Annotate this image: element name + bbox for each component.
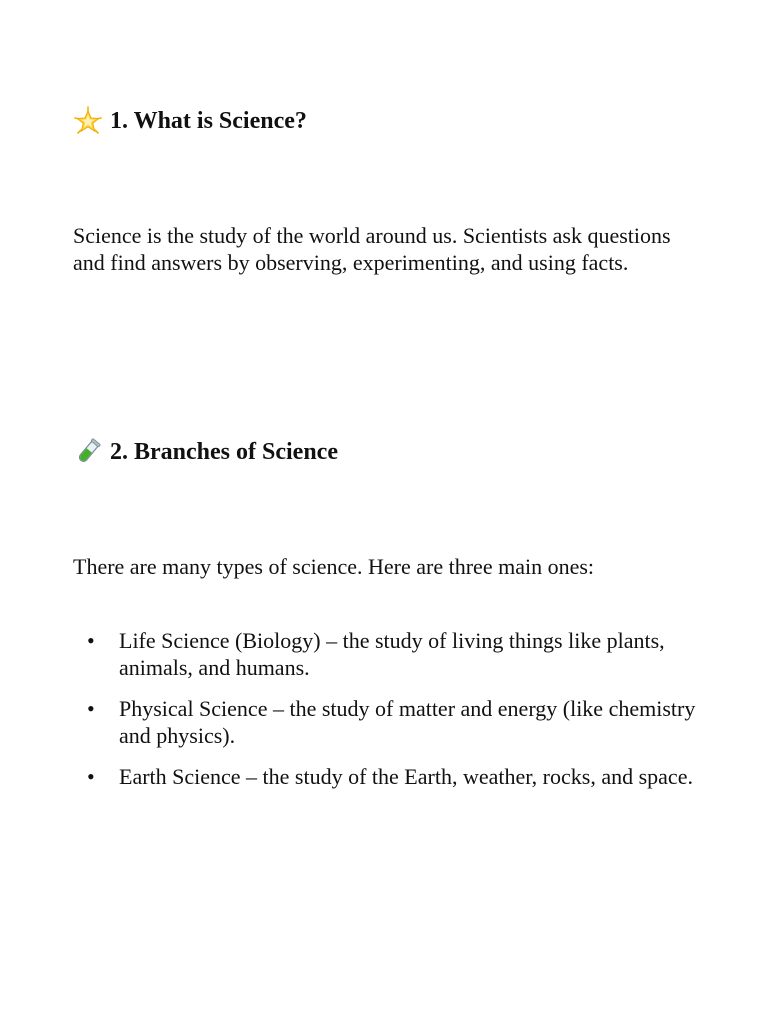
section-2-paragraph: There are many types of science. Here are three main ones: [73,554,595,579]
bullet-marker: • [87,628,95,653]
list-item [73,627,713,681]
section-2-title: 2. Branches of Science [110,439,338,465]
bullet-marker: • [87,696,95,721]
section-1-title: 1. What is Science? [110,108,307,134]
list-item-text: Earth Science – the study of the Earth, weather, rocks, and space. [119,764,693,789]
branches-list [73,627,713,804]
test-tube-icon [73,437,103,467]
list-item-text: Life Science (Biology) – the study of living things like plants, animals, and humans. [119,628,665,680]
glowing-star-icon [73,106,103,136]
section-1-heading [73,106,307,136]
list-item-text: Physical Science – the study of matter and energy (like chemistry and physics). [119,696,696,748]
section-2-heading [73,437,338,467]
section-1-paragraph: Science is the study of the world around us. Scientists ask questions and find answers by observing, experimenting, and using facts. [73,223,671,275]
bullet-marker: • [87,764,95,789]
list-item [73,763,713,790]
list-item [73,695,713,749]
